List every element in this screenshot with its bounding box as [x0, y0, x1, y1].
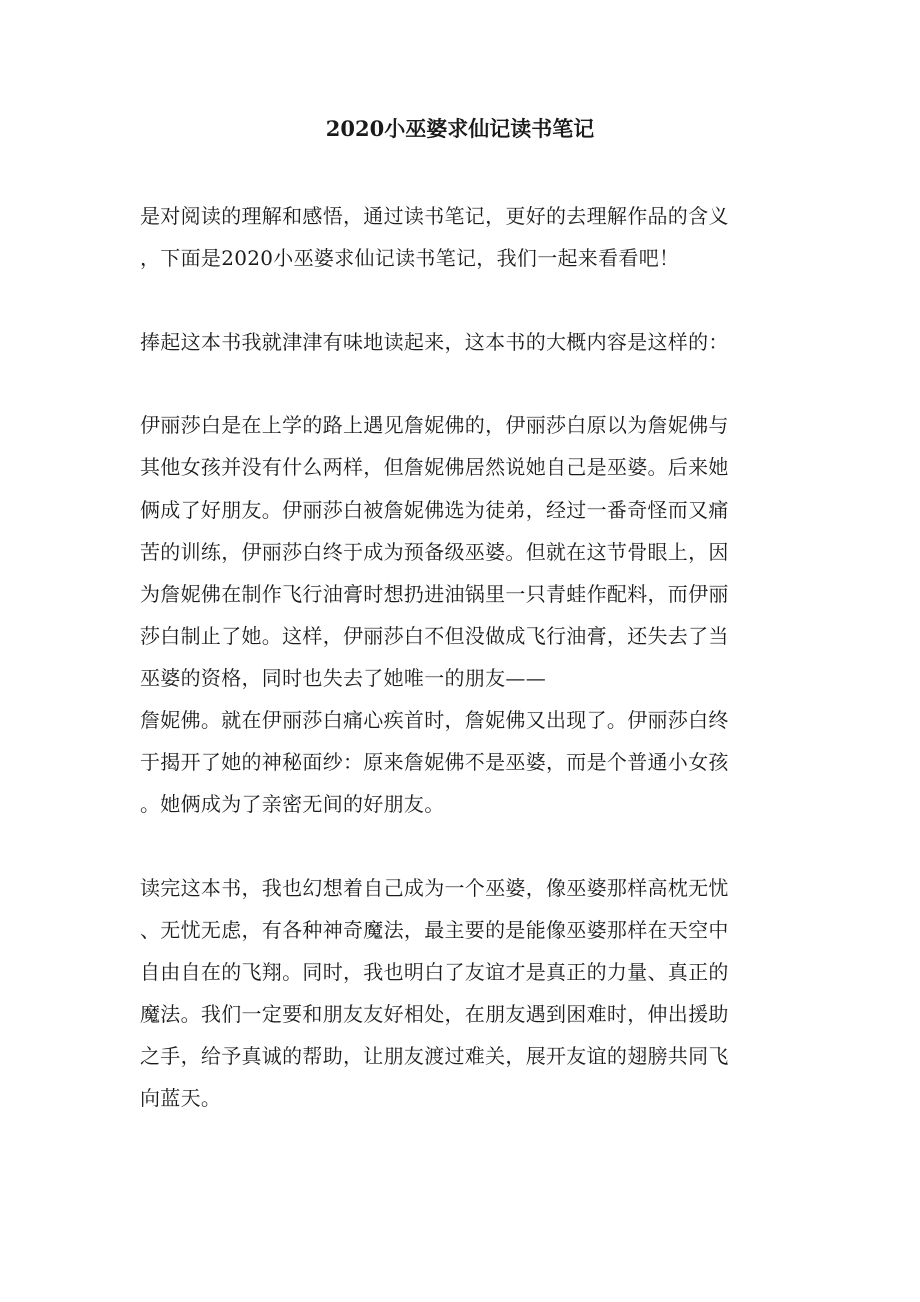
paragraph-1-line-2: ，下面是2020小巫婆求仙记读书笔记，我们一起来看看吧！	[140, 246, 680, 270]
paragraph-3-line-7: 巫婆的资格，同时也失去了她唯一的朋友——	[140, 666, 546, 690]
paragraph-3-line-2: 其他女孩并没有什么两样，但詹妮佛居然说她自己是巫婆。后来她	[140, 455, 729, 479]
document-title: 2020小巫婆求仙记读书笔记	[325, 116, 595, 141]
paragraph-4-line-1: 读完这本书，我也幻想着自己成为一个巫婆，像巫婆那样高枕无忧	[140, 876, 729, 900]
paragraph-2-line-1: 捧起这本书我就津津有味地读起来，这本书的大概内容是这样的：	[140, 330, 729, 354]
paragraph-4-line-4: 魔法。我们一定要和朋友友好相处，在朋友遇到困难时，伸出援助	[140, 1002, 729, 1026]
paragraph-4-line-6: 向蓝天。	[140, 1086, 222, 1110]
paragraph-3-line-3: 俩成了好朋友。伊丽莎白被詹妮佛选为徒弟，经过一番奇怪而又痛	[140, 498, 729, 522]
paragraph-4-line-5: 之手，给予真诚的帮助，让朋友渡过难关，展开友谊的翅膀共同飞	[140, 1044, 729, 1068]
paragraph-3-line-9: 于揭开了她的神秘面纱：原来詹妮佛不是巫婆，而是个普通小女孩	[140, 750, 729, 774]
paragraph-4-line-2: 、无忧无虑，有各种神奇魔法，最主要的是能像巫婆那样在天空中	[140, 918, 729, 942]
paragraph-1-line-1: 是对阅读的理解和感悟，通过读书笔记，更好的去理解作品的含义	[140, 204, 729, 228]
paragraph-3-line-4: 苦的训练，伊丽莎白终于成为预备级巫婆。但就在这节骨眼上，因	[140, 540, 729, 564]
paragraph-3-line-6: 莎白制止了她。这样，伊丽莎白不但没做成飞行油膏，还失去了当	[140, 624, 729, 648]
paragraph-3-line-5: 为詹妮佛在制作飞行油膏时想扔进油锅里一只青蛙作配料，而伊丽	[140, 582, 729, 606]
paragraph-3-line-8: 詹妮佛。就在伊丽莎白痛心疾首时，詹妮佛又出现了。伊丽莎白终	[140, 708, 729, 732]
paragraph-3-line-1: 伊丽莎白是在上学的路上遇见詹妮佛的，伊丽莎白原以为詹妮佛与	[140, 413, 729, 437]
paragraph-4-line-3: 自由自在的飞翔。同时，我也明白了友谊才是真正的力量、真正的	[140, 960, 729, 984]
paragraph-3-line-10: 。她俩成为了亲密无间的好朋友。	[140, 792, 445, 816]
